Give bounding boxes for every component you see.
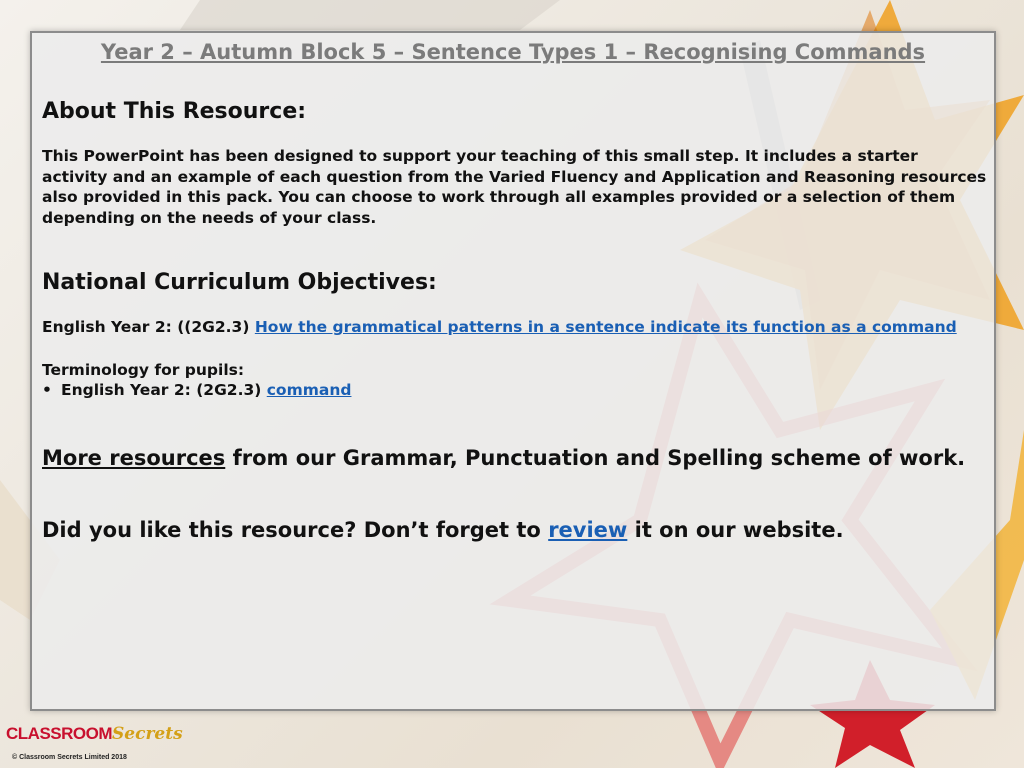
review-line	[42, 518, 844, 542]
objective-line	[42, 317, 987, 338]
review-link[interactable]: review	[548, 518, 628, 542]
terminology-item	[42, 381, 351, 399]
more-resources-link[interactable]: More resources	[42, 446, 226, 470]
more-resources-text: from our Grammar, Punctuation and Spelling scheme of work.	[225, 446, 966, 470]
objective-prefix: English Year 2: ((2G2.3)	[42, 318, 250, 336]
content-panel	[30, 31, 996, 711]
curriculum-heading: National Curriculum Objectives:	[42, 270, 437, 295]
review-after: it on our website.	[627, 518, 844, 542]
terminology-link[interactable]: command	[266, 381, 352, 399]
page-title: Year 2 – Autumn Block 5 – Sentence Types 1 – Recognising Commands	[100, 40, 926, 64]
about-heading: About This Resource:	[42, 99, 307, 124]
classroom-secrets-logo	[6, 724, 183, 750]
bullet-icon: •	[42, 381, 52, 399]
logo-text-classroom: CLASSROOM	[6, 724, 112, 743]
terminology-prefix: English Year 2: (2G2.3)	[61, 381, 262, 399]
copyright: © Classroom Secrets Limited 2018	[12, 754, 127, 761]
about-body: This PowerPoint has been designed to support your teaching of this small step. It includes a starter activity and an example of each question from the Varied Fluency and Application and Reasoning resources also provided in this pack. You can choose to work through all examples provided or a selection of them depending on the needs of your class.	[42, 147, 987, 227]
terminology-heading: Terminology for pupils:	[42, 361, 245, 379]
pencil-shape	[180, 0, 560, 30]
objective-link[interactable]: How the grammatical patterns in a sentence indicate its function as a command	[254, 318, 957, 336]
logo-text-secrets: Secrets	[112, 724, 183, 744]
more-resources-line	[42, 446, 965, 470]
review-before: Did you like this resource? Don’t forget to	[42, 518, 549, 542]
